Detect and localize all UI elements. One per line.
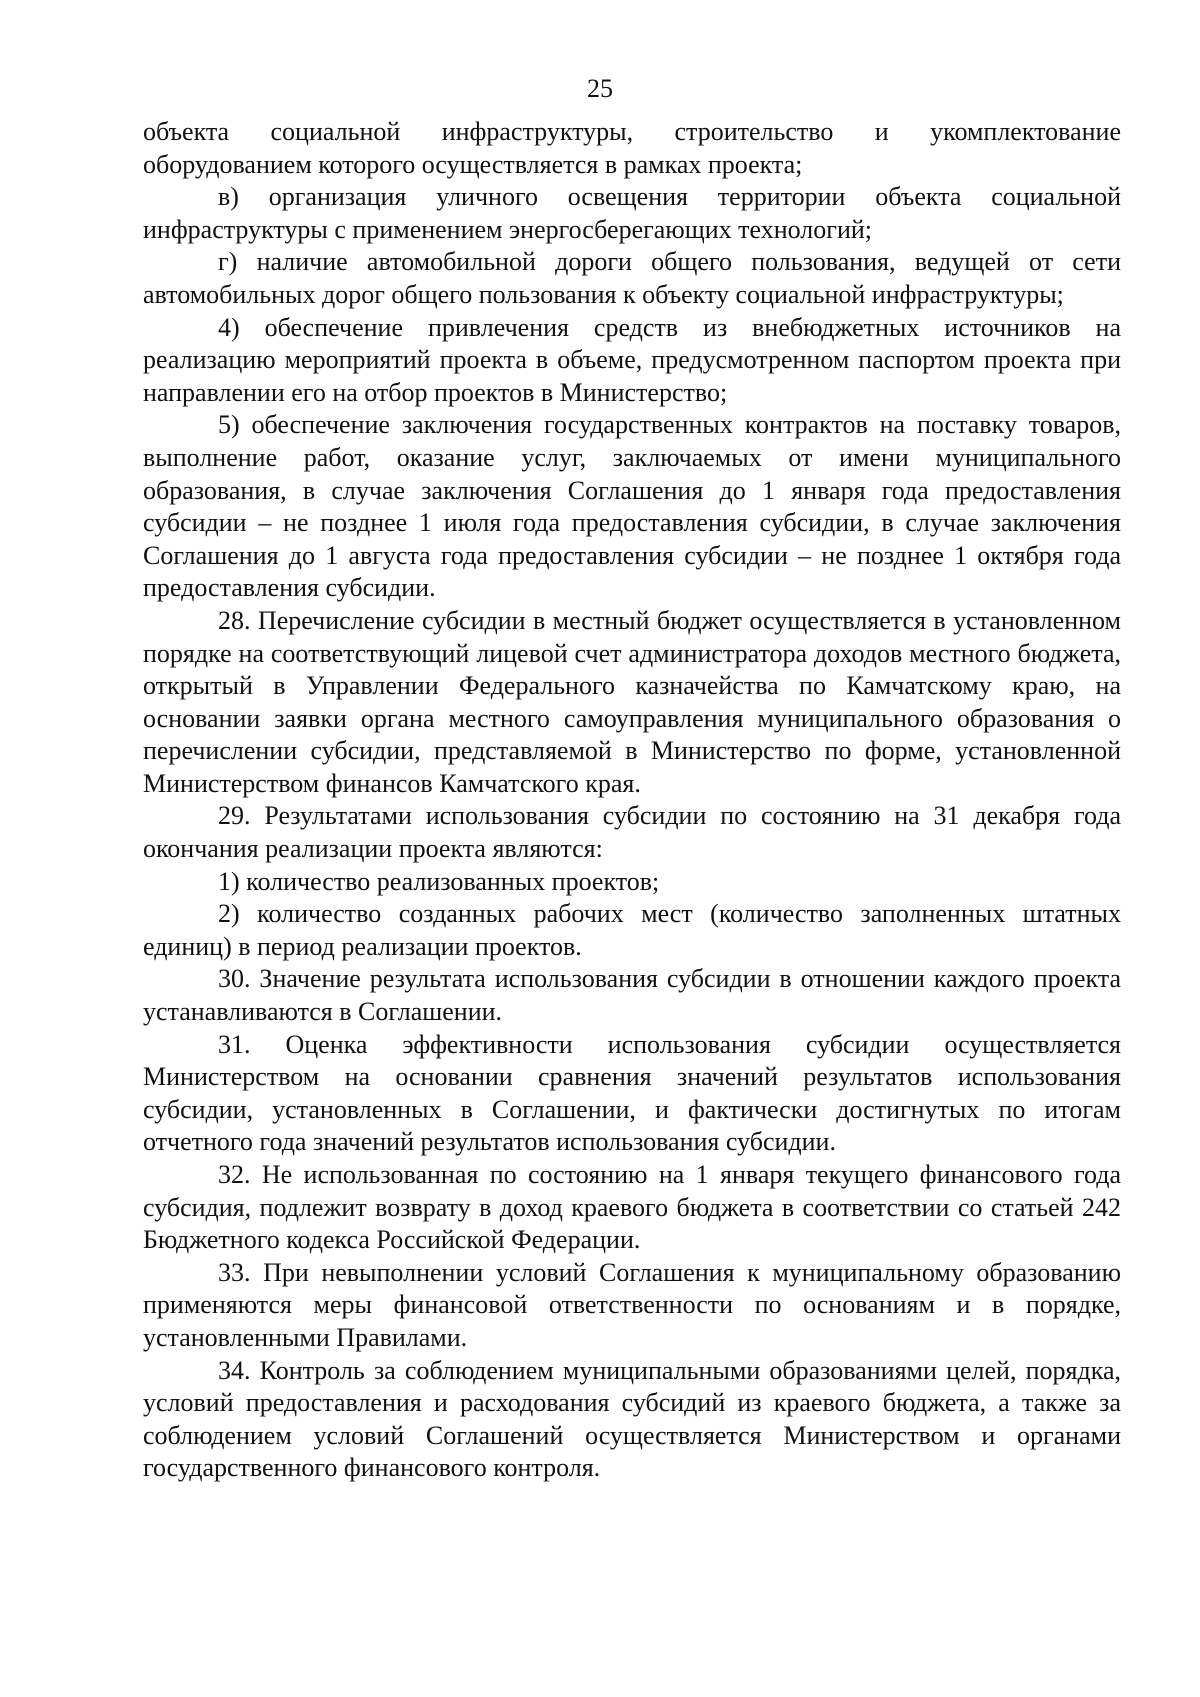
paragraph-32: 32. Не использованная по состоянию на 1 января текущего финансового года субсидия, подлежит возврату в доход краевого бюджета в соответствии со статьей 242 Бюджетного кодекса Российской Федерации. [143, 1160, 1121, 1255]
paragraph-29: 29. Результатами использования субсидии по состоянию на 31 декабря года окончания реализации проекта являются: [143, 801, 1121, 864]
page-number: 25 [587, 74, 613, 103]
paragraph-item-v: в) организация уличного освещения территории объекта социальной инфраструктуры с применением энергосберегающих технологий; [143, 182, 1121, 244]
paragraph-29-item-1: 1) количество реализованных проектов; [218, 866, 660, 896]
paragraph-28: 28. Перечисление субсидии в местный бюджет осуществляется в установленном порядке на соответствующий лицевой счет администратора доходов местного бюджета, открытый в Управлении Федерального казначейства по Камчатскому краю, на основании заявки органа местного самоуправления муниципального образования о перечислении субсидии, представляемой в Министерство по форме, установленной Министерством финансов Камчатского края. [143, 605, 1121, 798]
paragraph-item-g: г) наличие автомобильной дороги общего пользования, ведущей от сети автомобильных дорог общего пользования к объекту социальной инфраструктуры; [143, 247, 1121, 309]
paragraph-item-5: 5) обеспечение заключения государственных контрактов на поставку товаров, выполнение работ, оказание услуг, заключаемых от имени муниципального образования, в случае заключения Соглашения до 1 января года предоставления субсидии – не позднее 1 июля года предоставления субсидии, в случае заключения Соглашения до 1 августа года предоставления субсидии – не позднее 1 октября года предоставления субсидии. [143, 410, 1121, 603]
paragraph-30: 30. Значение результата использования субсидии в отношении каждого проекта устанавливаются в Соглашении. [143, 964, 1121, 1027]
paragraph-33: 33. При невыполнении условий Соглашения к муниципальному образованию применяются меры финансовой ответственности по основаниям и в порядке, установленными Правилами. [143, 1257, 1121, 1352]
paragraph-34: 34. Контроль за соблюдением муниципальными образованиями целей, порядка, условий предоставления и расходования субсидий из краевого бюджета, а также за соблюдением условий Соглашений осуществляется Министерством и органами государственного финансового контроля. [143, 1355, 1121, 1483]
document-body [143, 116, 1121, 1485]
paragraph-continuation: объекта социальной инфраструктуры, строительство и укомплектование оборудованием которого осуществляется в рамках проекта; [143, 117, 1121, 179]
paragraph-31: 31. Оценка эффективности использования субсидии осуществляется Министерством на основании сравнения значений результатов использования субсидии, установленных в Соглашении, и фактически достигнутых по итогам отчетного года значений результатов использования субсидии. [143, 1029, 1121, 1157]
paragraph-29-item-2: 2) количество созданных рабочих мест (количество заполненных штатных единиц) в период реализации проектов. [143, 899, 1121, 961]
paragraph-item-4: 4) обеспечение привлечения средств из внебюджетных источников на реализацию мероприятий проекта в объеме, предусмотренном паспортом проекта при направлении его на отбор проектов в Министерство; [143, 312, 1121, 407]
